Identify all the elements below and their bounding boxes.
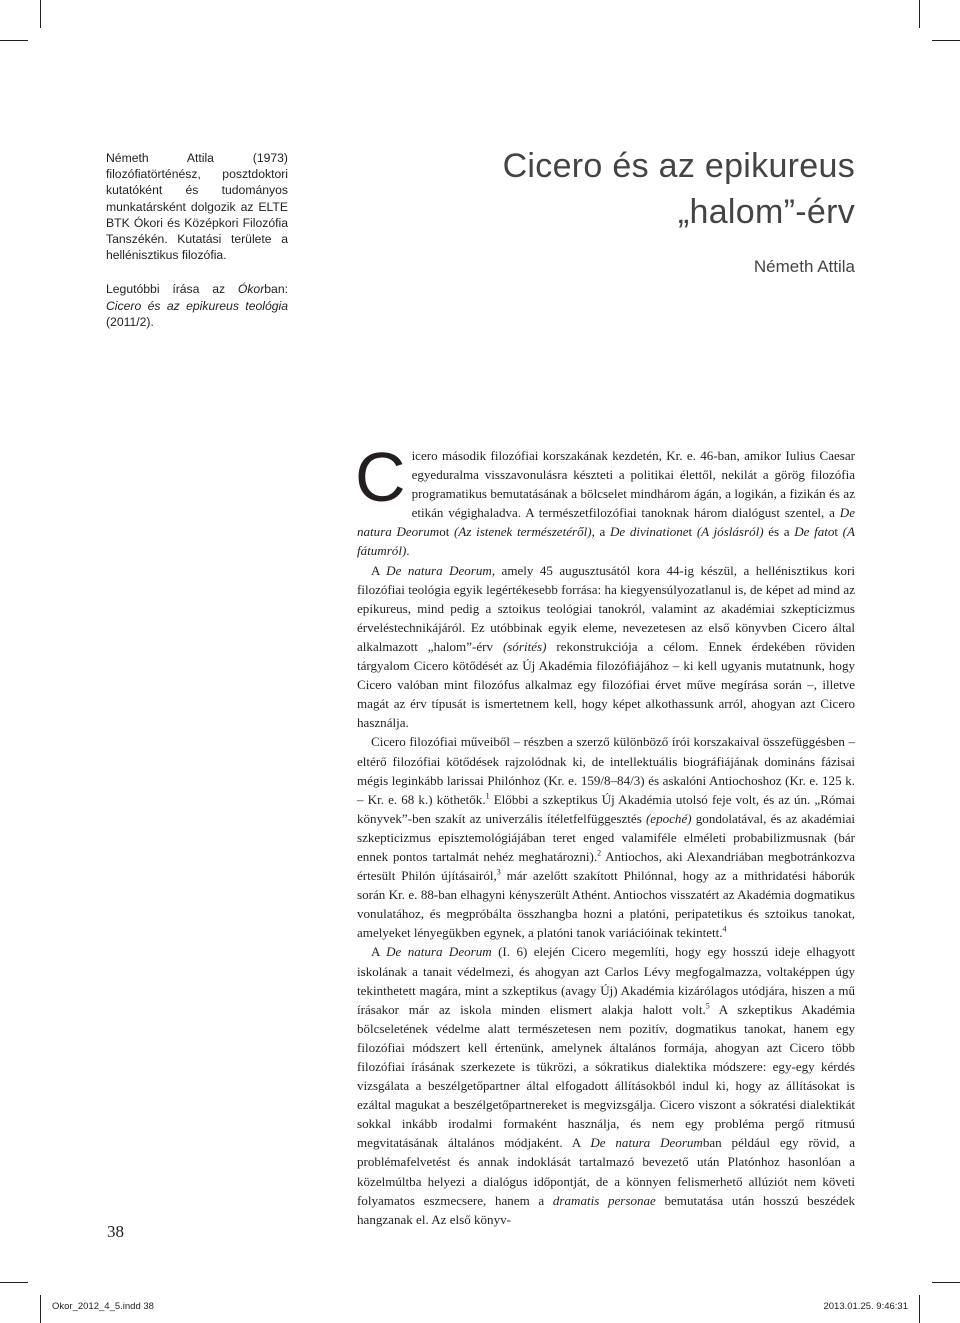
footnote-ref[interactable]: 2	[597, 848, 602, 858]
text-run: Antiochos, aki Alexandriában megbotránkozva értesült Philón újításairól,	[357, 848, 856, 884]
text-run: t	[834, 524, 843, 540]
crop-mark	[932, 1282, 960, 1283]
author-bio-sidebar	[106, 150, 288, 330]
text-run: (sórités)	[502, 638, 547, 654]
recent-title: Cicero és az epikureus teológia	[106, 298, 288, 313]
paragraph-1	[355, 438, 855, 561]
footnote-ref[interactable]: 3	[496, 867, 501, 877]
text-run: a	[594, 524, 610, 540]
article-body	[355, 438, 856, 1229]
text-run: (A fátumról)	[357, 524, 855, 559]
text-run: és a	[763, 524, 795, 540]
journal-name: Ókor	[237, 282, 265, 297]
recent-mid: ban:	[264, 282, 288, 297]
text-run: De natura Deorum,	[386, 562, 496, 578]
print-timestamp: 2013.01.25. 9:46:31	[823, 1301, 908, 1312]
footnote-ref[interactable]: 5	[705, 1001, 710, 1011]
text-run: A	[371, 562, 387, 578]
text-run: A	[371, 944, 387, 960]
text-run: Előbbi a szkeptikus Új Akadémia utolsó feje volt, és az ún. „Római könyvek”-ben szakít az univerzális ítéletfelfüggesztés	[357, 791, 855, 826]
text-run: (Az istenek természetéről),	[454, 524, 595, 540]
text-run: rekonstrukciója a célom. Ennek érdekében röviden tárgyalom Cicero kötődését az Új Akadémia filozófiájához – ki kell ugyanis mutatnunk, hogy Cicero valóban mint filozófus alkalmaz egy filozófiai érvet műve megírása során –, illetve magát az érv típusát is ismertetnem kell, hogy képet alkothassunk arról, ahogyan azt Cicero használja.	[357, 638, 855, 731]
paragraph-4	[357, 942, 855, 1228]
text-run: dramatis personae	[552, 1192, 656, 1208]
text-run: De natura Deorum	[590, 1135, 703, 1151]
article-title	[375, 143, 855, 235]
title-line-2: „halom”-érv	[677, 193, 855, 231]
text-run: t	[688, 524, 697, 540]
author-bio: Németh Attila (1973) filozófiatörténész, posztdoktori kutatóként és tudományos munkatársként dolgozik az ELTE BTK Ókori és Középkori Filozófia Tanszékén. Kutatási területe a hellénisztikus filozófia.	[106, 151, 288, 263]
text-run: (A jóslásról)	[696, 524, 764, 540]
crop-mark	[40, 0, 41, 28]
paragraph-2	[357, 561, 855, 733]
text-run: De natura Deorum	[386, 944, 492, 960]
crop-mark	[40, 1295, 41, 1323]
recent-publication	[106, 281, 288, 330]
text-run: bemutatása után hosszú beszédek hangzanak el. Az első könyv-	[357, 1192, 855, 1227]
text-run: gondolatával, és az akadémiai szkepticizmus episztemológiájában teret enged valamiféle elméleti probabilizmusnak (bár ennek pontos tartalmát nehéz meghatározni).	[357, 810, 856, 864]
file-slug: Okor_2012_4_5.indd 38	[52, 1301, 154, 1312]
text-run: (epoché)	[645, 810, 692, 826]
footnote-ref[interactable]: 1	[485, 791, 490, 801]
text-run: .	[406, 543, 410, 559]
crop-mark	[919, 1295, 920, 1323]
text-run: Cicero filozófiai műveiből – részben a szerző különböző írói korszakaival összefüggésben – eltérő filozófiai kötődések rajzolódnak ki, de intellektuális biográfiájának domináns fázisai mégis leginkább larissai Philónhoz (Kr. e. 159/8–84/3) és askalóni Antiochoshoz (Kr. e. 125 k. – Kr. e. 68 k.) köthetők.	[357, 734, 855, 807]
text-run: amely 45 augusztusától kora 44-ig készül, a hellénisztikus kori filozófiai teológia egyik legértékesebb forrása: ha kiegyensúlyozatlanul is, de képet ad mind az epikureus, mind pedig a sztoikus teológiai tanokról, valamint az akadémiai szkepticizmus érveléstechnikájáról. Ez utóbbinak egyik eleme, nevezetesen az első könyvben Cicero által alkalmazott „halom”-érv	[357, 562, 855, 654]
text-run: De fato	[794, 524, 835, 540]
title-line-1: Cicero és az epikureus	[502, 147, 855, 185]
text-run: már azelőtt szakított Philónnal, hogy az a mithridatési háborúk során Kr. e. 88-ban elhagyni kényszerült Athént. Antiochos visszatért az Akadémia dogmatikus vonulatához, és megpróbálta összhangba hozni a platóni, peripatetikus és sztoikus tanokat, amelyeket lényegükben egynek, a platóni tanok variációinak tekintett.	[357, 868, 855, 941]
text-run: A szkeptikus Akadémia bölcseletének védelme alatt természetesen nem pozitív, dogmatikus tanokat, hanem egy filozófiai módszert kell értenünk, amelynek általános formája, ahogyan azt Cicero több filozófiai írásának szerkezete is tükrözi, a sókratikus dialektika módszere: egy-egy kérdés vizsgálata a beszélgetőpartner által elfogadott állításokból indul ki, hogy az állításokat is ezáltal magukat a beszélgetőpartnereket is megvizsgálja. Cicero viszont a sókratési dialektikát sokkal inkább irodalmi formaként használja, és nem egy probléma pergő ritmusú megvitatásának általános módjaként. A	[357, 1001, 855, 1151]
crop-mark	[919, 0, 920, 28]
text-run: De divinatione	[609, 524, 689, 540]
text-run: ban például egy rövid, a problémafelvetést és annak indoklását tartalmazó bevezető után Platónhoz hasonlóan a közelmúltba helyezi a dialógus időpontját, de a könnyen felismerhető allúziót nem követi folyamatos eszmecsere, hanem a	[357, 1135, 855, 1208]
recent-prefix: Legutóbbi írása az	[106, 282, 238, 297]
crop-mark	[0, 1282, 28, 1283]
text-run: De natura Deorum	[357, 505, 855, 540]
drop-cap: C	[355, 438, 406, 516]
recent-issue: (2011/2).	[106, 314, 154, 329]
text-run: ot	[439, 524, 455, 540]
text-run: icero második filozófiai korszakának kezdetén, Kr. e. 46-ban, amikor Iulius Caesar egyeduralma visszavonulásra készteti a politikai élettől, nekilát a görög filozófia programatikus bemutatásának a bölcselet mindhárom ágán, a logikán, a fizikán és az etikán végighaladva. A természetfilozófiai tanoknak három dialógust szentel, a	[411, 448, 855, 521]
crop-mark	[0, 40, 28, 41]
crop-mark	[932, 40, 960, 41]
page-number: 38	[107, 1222, 124, 1241]
footnote-ref[interactable]: 4	[722, 925, 727, 934]
paragraph-3	[357, 732, 855, 942]
article-author: Németh Attila	[753, 257, 855, 276]
text-run: (I. 6) elején Cicero megemlíti, hogy egy hosszú ideje elhagyott iskolának a tanait védelmezi, és ahogyan azt Carlos Lévy megfogalmazza, voltaképpen úgy tekinthetett magára, mint a szkeptikus (avagy Új) Akadémia kizárólagos utódjára, hiszen a mű írásakor már az iskola minden elismert alakja halott volt.	[357, 944, 855, 1017]
